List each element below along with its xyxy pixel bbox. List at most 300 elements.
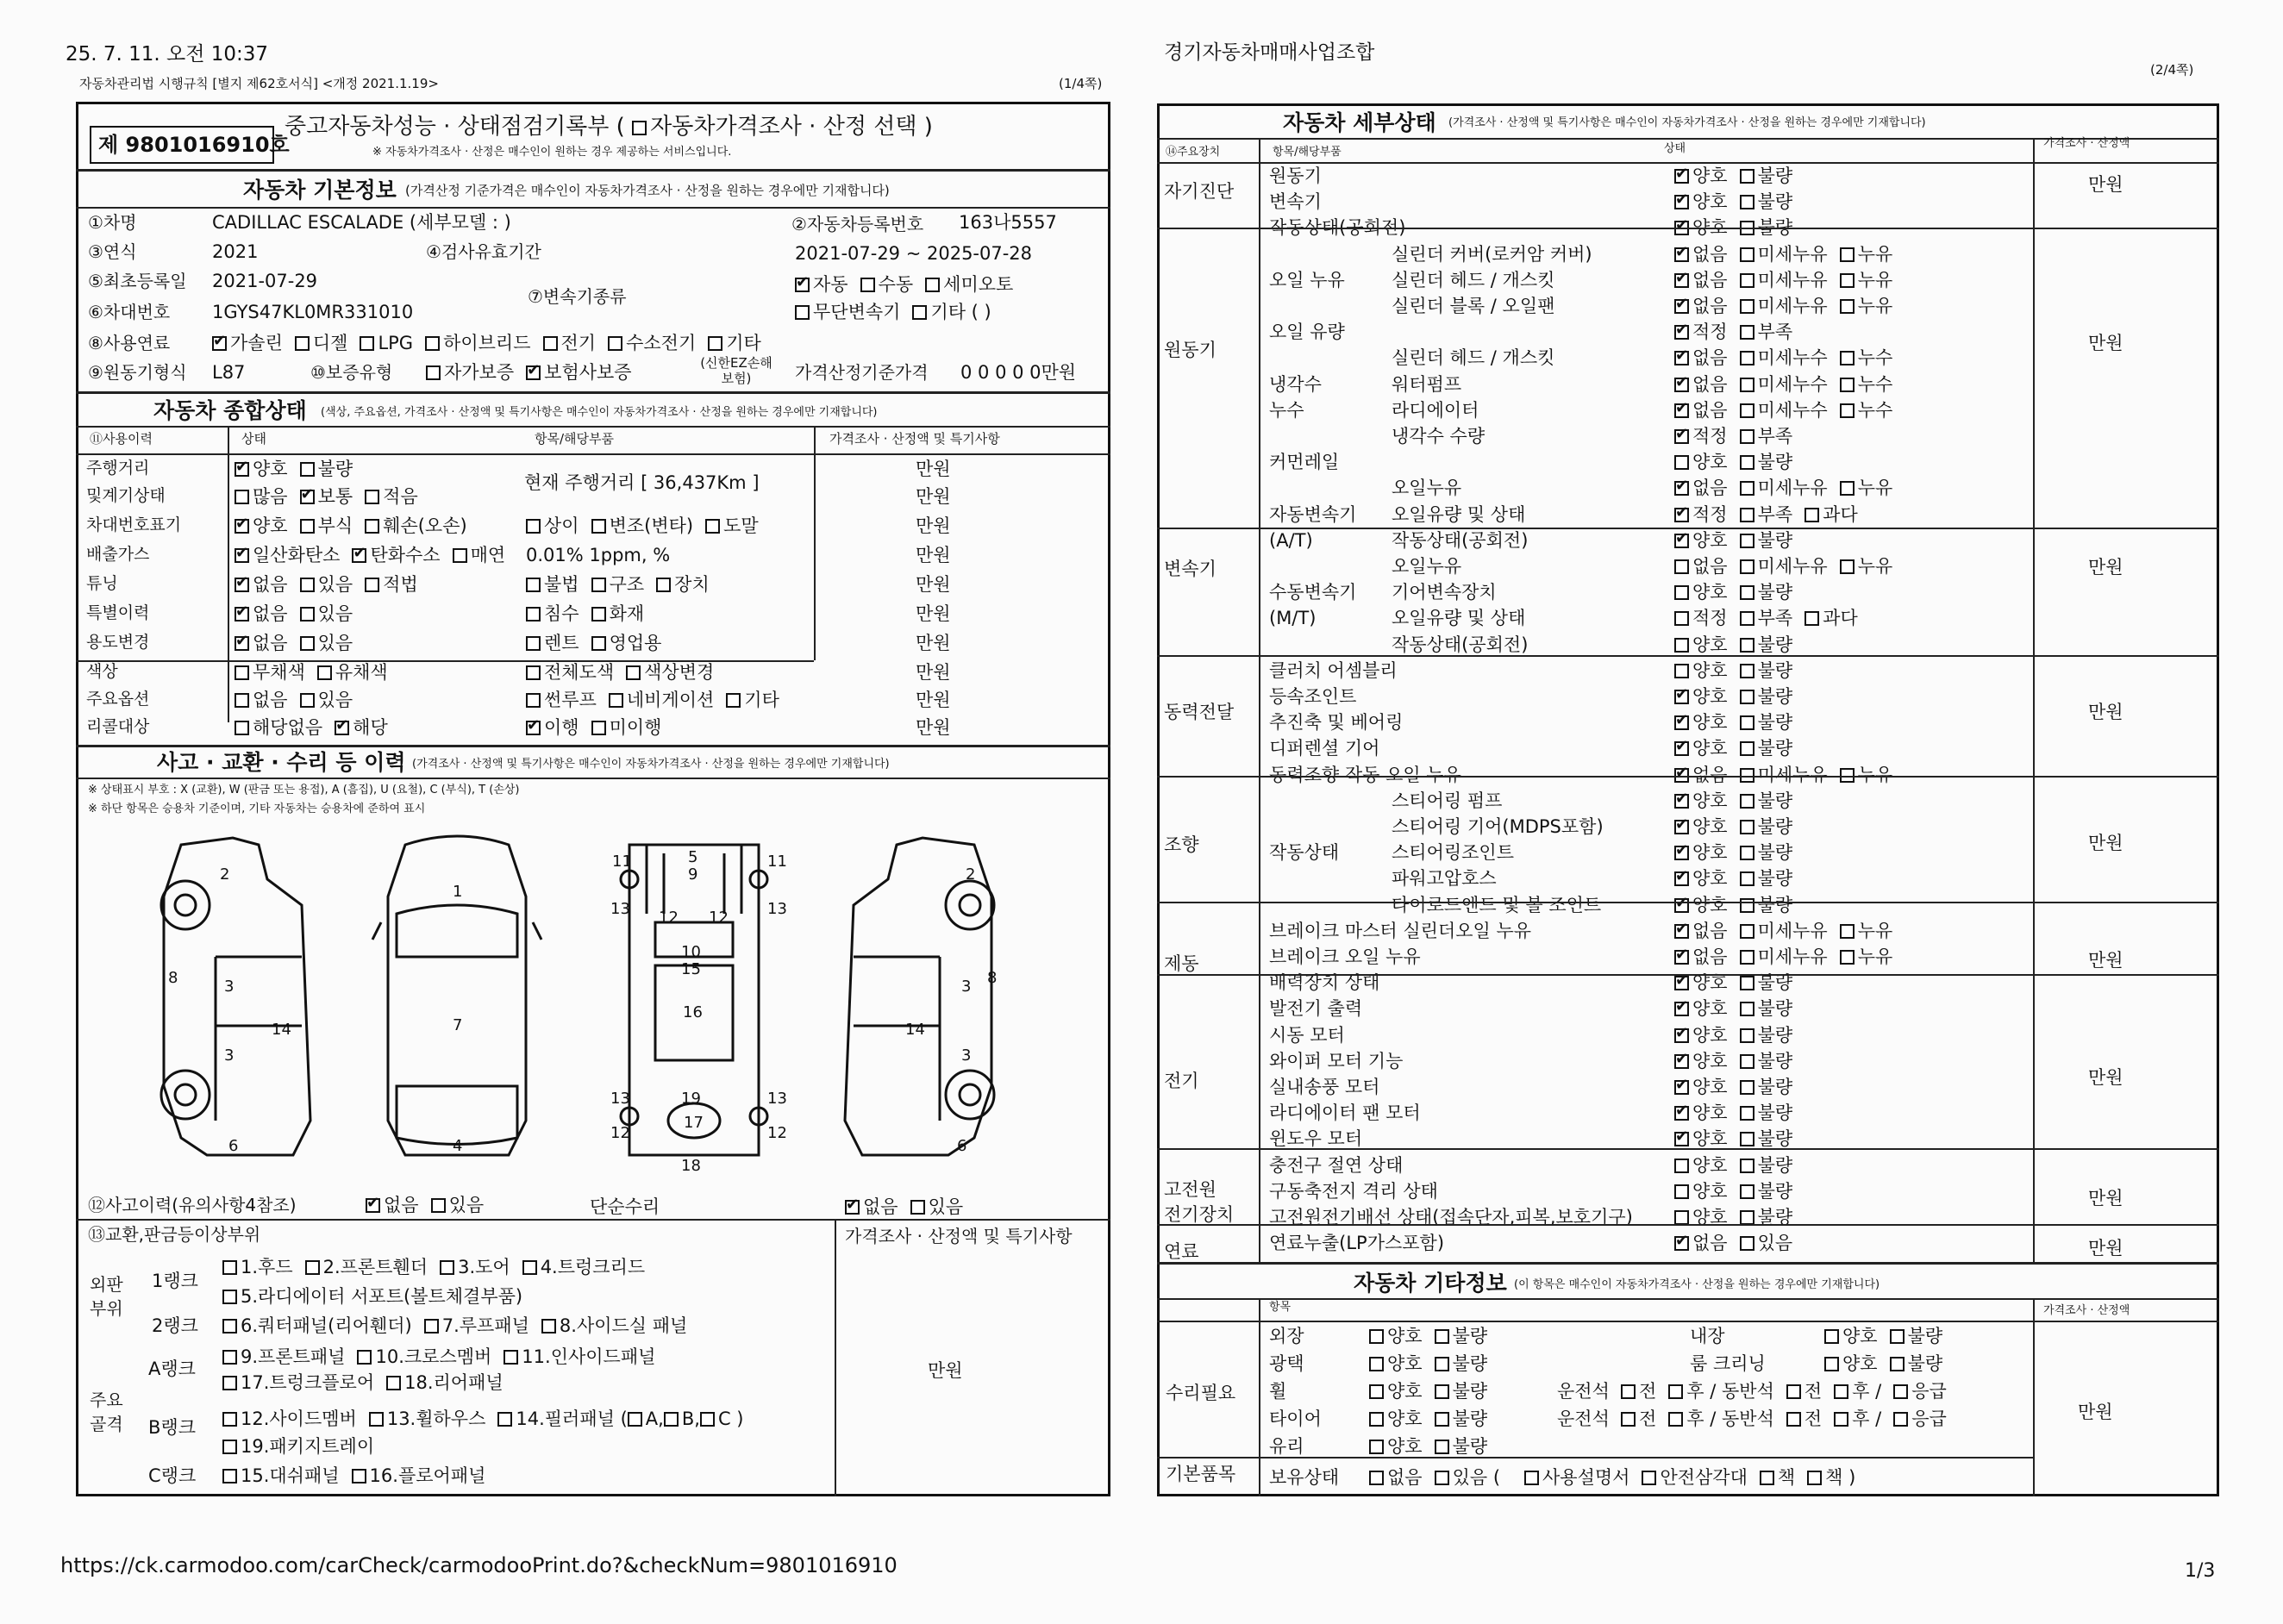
part-side-sill-checkbox[interactable]	[541, 1319, 556, 1334]
detail-6-0-checkbox[interactable]	[1674, 325, 1689, 340]
detail-39-0-checkbox[interactable]	[1674, 1184, 1689, 1199]
overall-5-3-checkbox[interactable]	[591, 607, 606, 621]
overall-2-3-checkbox[interactable]	[526, 519, 541, 534]
accident-none-checkbox[interactable]	[366, 1198, 380, 1213]
detail-36-0-checkbox[interactable]	[1674, 1106, 1689, 1121]
detail-21-0-checkbox[interactable]	[1674, 715, 1689, 730]
other-4-1-label: 불량	[1452, 1436, 1488, 1457]
detail-21-1-checkbox[interactable]	[1740, 715, 1754, 730]
detail-26-1-label: 불량	[1757, 842, 1793, 863]
detail-36-1-checkbox[interactable]	[1740, 1106, 1754, 1121]
overall-row-state	[235, 691, 365, 709]
detail-11-0-checkbox[interactable]	[1674, 455, 1689, 470]
other2-2-1-checkbox[interactable]	[1668, 1384, 1683, 1399]
overall-2-3-label: 상이	[544, 515, 579, 536]
detail-34-1-label: 불량	[1757, 1051, 1793, 1071]
simple-repair-yes-checkbox[interactable]	[910, 1200, 925, 1215]
detail-5-0-checkbox[interactable]	[1674, 299, 1689, 314]
price-check-checkbox[interactable]	[632, 121, 647, 135]
other2-3-0-checkbox[interactable]	[1621, 1412, 1636, 1427]
detail-12-2-checkbox[interactable]	[1840, 481, 1855, 496]
overall-7-1-checkbox[interactable]	[317, 665, 332, 680]
other2-0-1-checkbox[interactable]	[1890, 1329, 1905, 1344]
detail-19-0-checkbox[interactable]	[1674, 664, 1689, 678]
other-3-0-checkbox[interactable]	[1369, 1412, 1384, 1427]
overall-3-1-checkbox[interactable]	[352, 548, 366, 563]
other-4-1-checkbox[interactable]	[1435, 1440, 1449, 1454]
overall-4-0-label: 없음	[253, 574, 288, 595]
overall-0-1-checkbox[interactable]	[300, 462, 315, 477]
other-item-name: 외장	[1269, 1326, 1304, 1346]
detail-20-0-checkbox[interactable]	[1674, 690, 1689, 704]
overall-9-3-checkbox[interactable]	[591, 721, 606, 735]
detail-7-2-checkbox[interactable]	[1840, 351, 1855, 365]
detail-35-0-checkbox[interactable]	[1674, 1080, 1689, 1095]
overall-5-1-checkbox[interactable]	[300, 607, 315, 621]
detail-3-1-checkbox[interactable]	[1740, 247, 1754, 262]
detail-32-1-label: 불량	[1757, 998, 1793, 1019]
diag-label-10: 10	[681, 943, 701, 961]
detail-38-0-checkbox[interactable]	[1674, 1159, 1689, 1173]
detail-32-1-checkbox[interactable]	[1740, 1002, 1754, 1016]
fuel-lpg-checkbox[interactable]	[360, 336, 374, 351]
detail-4-1-checkbox[interactable]	[1740, 273, 1754, 288]
detail-4-0-label: 없음	[1692, 270, 1728, 290]
overall-9-2-checkbox[interactable]	[526, 721, 541, 735]
detail-6-1-checkbox[interactable]	[1740, 325, 1754, 340]
detail-5-1-checkbox[interactable]	[1740, 299, 1754, 314]
part-cross-member-checkbox[interactable]	[357, 1350, 372, 1365]
other-item-name-2: 내장	[1690, 1326, 1725, 1346]
overall-row-detail	[526, 605, 656, 623]
detail-9-0-checkbox[interactable]	[1674, 403, 1689, 418]
part-pillar-panel-checkbox[interactable]	[497, 1412, 512, 1427]
overall-8-3-checkbox[interactable]	[609, 693, 623, 708]
other-1-0-checkbox[interactable]	[1369, 1357, 1384, 1371]
detail-16-1-checkbox[interactable]	[1740, 585, 1754, 600]
detail-15-1-checkbox[interactable]	[1740, 559, 1754, 574]
detail-24-0-label: 양호	[1692, 790, 1728, 811]
detail-0-1-checkbox[interactable]	[1740, 169, 1754, 184]
other2-0-0-label: 양호	[1842, 1326, 1878, 1346]
detail-12-0-label: 없음	[1692, 478, 1728, 498]
detail-14-0-label: 양호	[1692, 530, 1728, 551]
overall-0-0-label: 양호	[253, 459, 288, 479]
other2-3-2-checkbox[interactable]	[1786, 1412, 1801, 1427]
part-front-panel-checkbox[interactable]	[222, 1350, 237, 1365]
detail-1-0-label: 양호	[1692, 191, 1728, 212]
reg-number-value: 163나5557	[959, 212, 1057, 233]
overall-row-state	[235, 547, 517, 565]
transmission-options-2: 무단변속기 기타 ( )	[795, 303, 1004, 322]
part-package-tray-checkbox[interactable]	[222, 1440, 237, 1454]
detail-item-state	[1674, 1130, 1805, 1148]
detail-13-2-checkbox[interactable]	[1805, 508, 1819, 522]
col-price-special: 가격조사 · 산정액 및 특기사항	[829, 431, 1000, 447]
detail-18-0-checkbox[interactable]	[1674, 638, 1689, 653]
trans-manual-checkbox[interactable]	[860, 278, 875, 292]
overall-5-0-checkbox[interactable]	[235, 607, 249, 621]
detail-3-0-checkbox[interactable]	[1674, 247, 1689, 262]
group-price-0: 만원	[2088, 174, 2124, 195]
overall-3-0-checkbox[interactable]	[235, 548, 249, 563]
detail-item-name: 등속조인트	[1269, 686, 1357, 707]
detail-item-state	[1674, 1027, 1805, 1045]
label-reg-number: ②자동차등록번호	[791, 214, 924, 234]
law-reference: 자동차관리법 시행규칙 [별지 제62호서식] <개정 2021.1.19>	[79, 76, 439, 91]
detail-41-1-checkbox[interactable]	[1740, 1236, 1754, 1251]
other-2-1-checkbox[interactable]	[1435, 1384, 1449, 1399]
detail-0-1-label: 불량	[1757, 166, 1793, 186]
detail-26-1-checkbox[interactable]	[1740, 846, 1754, 860]
detail-sub-item: 실린더 헤드 / 개스킷	[1392, 347, 1555, 368]
detail-11-0-label: 양호	[1692, 452, 1728, 472]
detail-12-0-checkbox[interactable]	[1674, 481, 1689, 496]
detail-20-1-checkbox[interactable]	[1740, 690, 1754, 704]
label-car-name: ①차명	[88, 212, 137, 233]
detail-6-1-label: 부족	[1757, 322, 1793, 342]
detail-14-0-checkbox[interactable]	[1674, 534, 1689, 548]
detail-26-0-checkbox[interactable]	[1674, 846, 1689, 860]
overall-7-2-label: 전체도색	[544, 662, 615, 683]
detail-25-0-checkbox[interactable]	[1674, 820, 1689, 834]
detail-17-2-checkbox[interactable]	[1805, 611, 1819, 626]
basic-info-note: (가격산정 기준가격은 매수인이 자동차가격조사 · 산정을 원하는 경우에만 기재합니다)	[405, 183, 890, 198]
detail-16-0-checkbox[interactable]	[1674, 585, 1689, 600]
overall-2-1-checkbox[interactable]	[300, 519, 315, 534]
overall-7-3-checkbox[interactable]	[626, 665, 641, 680]
detail-11-1-label: 불량	[1757, 452, 1793, 472]
overall-row-price: 만원	[916, 717, 951, 738]
detail-item-state	[1674, 479, 1905, 497]
fuel-diesel-checkbox[interactable]	[295, 336, 310, 351]
overall-4-0-checkbox[interactable]	[235, 578, 249, 592]
detail-40-1-label: 불량	[1757, 1207, 1793, 1227]
detail-14-1-checkbox[interactable]	[1740, 534, 1754, 548]
overall-2-4-label: 변조(변타)	[609, 515, 694, 536]
overall-row-state	[235, 576, 430, 594]
detail-22-1-checkbox[interactable]	[1740, 741, 1754, 756]
detail-40-1-checkbox[interactable]	[1740, 1210, 1754, 1225]
overall-4-3-label: 불법	[544, 574, 579, 595]
fuel-hybrid-checkbox[interactable]	[425, 336, 440, 351]
diag-label-5: 5	[688, 848, 698, 866]
detail-24-1-checkbox[interactable]	[1740, 794, 1754, 809]
detail-item-name: 동력조향 작동 오일 누유	[1269, 765, 1461, 785]
part-roof-panel-checkbox[interactable]	[424, 1319, 439, 1334]
part-door-checkbox[interactable]	[440, 1260, 454, 1275]
overall-row-price: 만원	[916, 574, 951, 595]
overall-row-price: 만원	[916, 690, 951, 710]
detail-29-1-label: 미세누유	[1757, 921, 1828, 941]
detail-sub-item: 스티어링 펌프	[1392, 790, 1503, 811]
legend-note: ※ 하단 항목은 승용차 기준이며, 기타 자동차는 승용차에 준하여 표시	[88, 803, 426, 815]
overall-7-0-checkbox[interactable]	[235, 665, 249, 680]
detail-8-2-checkbox[interactable]	[1840, 378, 1855, 392]
detail-item-state	[1674, 558, 1905, 576]
other-3-1-checkbox[interactable]	[1435, 1412, 1449, 1427]
detail-29-2-checkbox[interactable]	[1840, 924, 1855, 939]
overall-1-2-checkbox[interactable]	[365, 490, 379, 504]
detail-5-2-label: 누유	[1857, 296, 1893, 316]
fuel-other-checkbox[interactable]	[708, 336, 722, 351]
overall-2-4-checkbox[interactable]	[591, 519, 606, 534]
overall-row-detail	[526, 547, 670, 565]
detail-10-0-checkbox[interactable]	[1674, 429, 1689, 444]
overall-9-0-checkbox[interactable]	[235, 721, 249, 735]
detail-33-1-checkbox[interactable]	[1740, 1028, 1754, 1043]
trans-other-checkbox[interactable]	[912, 305, 927, 320]
overall-4-4-checkbox[interactable]	[591, 578, 606, 592]
detail-41-0-checkbox[interactable]	[1674, 1236, 1689, 1251]
overall-1-0-checkbox[interactable]	[235, 490, 249, 504]
diag-label-3rb: 3	[961, 1046, 972, 1065]
detail-sub-item: 스티어링 기어(MDPS포함)	[1392, 816, 1604, 837]
record-number: 제 9801016910호	[98, 133, 290, 157]
accident-yes-checkbox[interactable]	[431, 1198, 446, 1213]
detail-39-1-checkbox[interactable]	[1740, 1184, 1754, 1199]
detail-7-0-checkbox[interactable]	[1674, 351, 1689, 365]
pillar-b-checkbox[interactable]	[664, 1412, 679, 1427]
detail-32-0-checkbox[interactable]	[1674, 1002, 1689, 1016]
other2-2-4-checkbox[interactable]	[1893, 1384, 1908, 1399]
overall-4-5-label: 장치	[674, 574, 710, 595]
simple-repair-none-checkbox[interactable]	[845, 1200, 860, 1215]
part-inside-panel-checkbox[interactable]	[504, 1350, 518, 1365]
other2-5-0-checkbox[interactable]	[1524, 1471, 1539, 1485]
overall-5-2-checkbox[interactable]	[526, 607, 541, 621]
other2-1-1-checkbox[interactable]	[1890, 1357, 1905, 1371]
detail-3-2-checkbox[interactable]	[1840, 247, 1855, 262]
other2-0-0-checkbox[interactable]	[1824, 1329, 1839, 1344]
detail-1-0-checkbox[interactable]	[1674, 195, 1689, 209]
other2-3-3-checkbox[interactable]	[1834, 1412, 1848, 1427]
overall-1-1-checkbox[interactable]	[300, 490, 315, 504]
other2-2-0-label: 전	[1639, 1381, 1657, 1402]
detail-13-0-checkbox[interactable]	[1674, 508, 1689, 522]
part-side-member-checkbox[interactable]	[222, 1412, 237, 1427]
detail-17-0-label: 적정	[1692, 608, 1728, 628]
fuel-options: ✔ 가솔린 디젤 LPG 하이브리드 전기 수소전기 기타	[212, 334, 773, 353]
overall-6-2-checkbox[interactable]	[526, 636, 541, 651]
overall-0-0-checkbox[interactable]	[235, 462, 249, 477]
detail-37-1-checkbox[interactable]	[1740, 1132, 1754, 1146]
detail-35-1-checkbox[interactable]	[1740, 1080, 1754, 1095]
warranty-self-checkbox[interactable]	[426, 365, 441, 380]
other2-2-2-checkbox[interactable]	[1786, 1384, 1801, 1399]
detail-31-0-checkbox[interactable]	[1674, 976, 1689, 990]
other2-5-1-checkbox[interactable]	[1642, 1471, 1656, 1485]
detail-9-1-checkbox[interactable]	[1740, 403, 1754, 418]
detail-15-2-checkbox[interactable]	[1840, 559, 1855, 574]
detail-13-1-checkbox[interactable]	[1740, 508, 1754, 522]
part-front-fender-checkbox[interactable]	[305, 1260, 320, 1275]
part-dash-panel-checkbox[interactable]	[222, 1469, 237, 1483]
detail-14-1-label: 불량	[1757, 530, 1793, 551]
col-detail-state: 상태	[1664, 142, 1686, 155]
detail-28-0-checkbox[interactable]	[1674, 898, 1689, 913]
overall-1-1-label: 보통	[317, 486, 353, 507]
other-1-1-checkbox[interactable]	[1435, 1357, 1449, 1371]
detail-5-2-checkbox[interactable]	[1840, 299, 1855, 314]
other2-5-3-checkbox[interactable]	[1807, 1471, 1822, 1485]
detail-36-1-label: 불량	[1757, 1102, 1793, 1123]
overall-1-0-label: 많음	[253, 486, 288, 507]
other-0-1-checkbox[interactable]	[1435, 1329, 1449, 1344]
part-trunk-lid-checkbox[interactable]	[522, 1260, 537, 1275]
detail-30-2-checkbox[interactable]	[1840, 950, 1855, 965]
detail-12-1-checkbox[interactable]	[1740, 481, 1754, 496]
other-4-0-checkbox[interactable]	[1369, 1440, 1384, 1454]
detail-29-2-label: 누유	[1857, 921, 1893, 941]
detail-24-0-checkbox[interactable]	[1674, 794, 1689, 809]
overall-2-2-checkbox[interactable]	[365, 519, 379, 534]
trans-cvt-checkbox[interactable]	[795, 305, 810, 320]
detail-25-1-checkbox[interactable]	[1740, 820, 1754, 834]
overall-8-2-checkbox[interactable]	[526, 693, 541, 708]
overall-6-0-checkbox[interactable]	[235, 636, 249, 651]
pillar-a-checkbox[interactable]	[628, 1412, 642, 1427]
simple-repair-options: ✔ 없음 있음	[845, 1198, 975, 1216]
detail-1-1-checkbox[interactable]	[1740, 195, 1754, 209]
overall-7-2-checkbox[interactable]	[526, 665, 541, 680]
detail-7-1-checkbox[interactable]	[1740, 351, 1754, 365]
detail-18-1-checkbox[interactable]	[1740, 638, 1754, 653]
other-5-1-checkbox[interactable]	[1435, 1471, 1449, 1485]
diag-label-6r: 6	[957, 1137, 967, 1155]
detail-29-1-checkbox[interactable]	[1740, 924, 1754, 939]
detail-4-2-checkbox[interactable]	[1840, 273, 1855, 288]
other-item-state	[1369, 1355, 1499, 1373]
fuel-gasoline-checkbox[interactable]	[212, 336, 227, 351]
detail-0-0-checkbox[interactable]	[1674, 169, 1689, 184]
detail-37-0-checkbox[interactable]	[1674, 1132, 1689, 1146]
part-radiator-support-checkbox[interactable]	[222, 1290, 237, 1304]
part-trunk-floor-checkbox[interactable]	[222, 1376, 237, 1390]
overall-row-label: 색상	[86, 662, 118, 681]
other-2-0-checkbox[interactable]	[1369, 1384, 1384, 1399]
detail-sub-item: 냉각수 수량	[1392, 426, 1486, 447]
detail-item-state	[1674, 740, 1805, 758]
overall-8-1-checkbox[interactable]	[300, 693, 315, 708]
diag-label-19: 19	[681, 1090, 701, 1108]
part-rear-panel-checkbox[interactable]	[386, 1376, 401, 1390]
detail-4-0-checkbox[interactable]	[1674, 273, 1689, 288]
trans-semiauto-checkbox[interactable]	[925, 278, 940, 292]
detail-28-0-label: 양호	[1692, 895, 1728, 915]
other2-3-4-checkbox[interactable]	[1893, 1412, 1908, 1427]
detail-sub-item: 실린더 블록 / 오일팬	[1392, 296, 1555, 316]
detail-item-name: 원동기	[1269, 166, 1322, 186]
overall-6-3-checkbox[interactable]	[591, 636, 606, 651]
detail-22-0-checkbox[interactable]	[1674, 741, 1689, 756]
trans-auto-checkbox[interactable]	[795, 278, 810, 292]
fuel-electric-checkbox[interactable]	[543, 336, 558, 351]
detail-item-name: 고전원전기배선 상태(접속단자,피복,보호기구)	[1269, 1207, 1633, 1227]
other-3-0-label: 양호	[1387, 1409, 1423, 1429]
parts-row-2: 5.라디에이터 서포트(볼트체결부품)	[222, 1288, 535, 1306]
detail-17-0-checkbox[interactable]	[1674, 611, 1689, 626]
diag-label-7: 7	[453, 1016, 463, 1034]
detail-8-0-checkbox[interactable]	[1674, 378, 1689, 392]
other2-2-0-checkbox[interactable]	[1621, 1384, 1636, 1399]
overall-4-5-checkbox[interactable]	[656, 578, 671, 592]
detail-11-1-checkbox[interactable]	[1740, 455, 1754, 470]
detail-24-1-label: 불량	[1757, 790, 1793, 811]
other-0-1-label: 불량	[1452, 1326, 1488, 1346]
other2-2-3-checkbox[interactable]	[1834, 1384, 1848, 1399]
overall-2-0-checkbox[interactable]	[235, 519, 249, 534]
overall-2-5-checkbox[interactable]	[705, 519, 720, 534]
other2-3-1-checkbox[interactable]	[1668, 1412, 1683, 1427]
detail-27-1-checkbox[interactable]	[1740, 871, 1754, 886]
other-info-note: (이 항목은 매수인이 자동차가격조사 · 산정을 원하는 경우에만 기재합니다)	[1514, 1278, 1880, 1291]
detail-item-name: 커먼레일	[1269, 452, 1340, 472]
part-wheel-house-checkbox[interactable]	[369, 1412, 384, 1427]
main-frame-label: 주요 골격	[90, 1390, 123, 1434]
detail-34-0-checkbox[interactable]	[1674, 1054, 1689, 1069]
other2-5-2-checkbox[interactable]	[1760, 1471, 1774, 1485]
detail-38-1-checkbox[interactable]	[1740, 1159, 1754, 1173]
detail-31-1-checkbox[interactable]	[1740, 976, 1754, 990]
detail-sub-item: 작동상태(공회전)	[1392, 634, 1529, 655]
diag-label-13b: 13	[767, 900, 787, 918]
overall-row-price: 만원	[916, 515, 951, 536]
detail-29-0-checkbox[interactable]	[1674, 924, 1689, 939]
overall-4-3-checkbox[interactable]	[526, 578, 541, 592]
part-floor-panel-checkbox[interactable]	[352, 1469, 366, 1483]
part-quarter-panel-checkbox[interactable]	[222, 1319, 237, 1334]
detail-30-0-checkbox[interactable]	[1674, 950, 1689, 965]
other2-1-0-checkbox[interactable]	[1824, 1357, 1839, 1371]
detail-19-1-checkbox[interactable]	[1740, 664, 1754, 678]
warranty-insurer-checkbox[interactable]	[526, 365, 541, 380]
overall-6-1-checkbox[interactable]	[300, 636, 315, 651]
engine-type-value: L87	[212, 362, 246, 383]
overall-8-4-checkbox[interactable]	[726, 693, 741, 708]
overall-8-0-checkbox[interactable]	[235, 693, 249, 708]
overall-row-state	[235, 634, 365, 653]
other-1-1-label: 불량	[1452, 1353, 1488, 1374]
detail-17-1-checkbox[interactable]	[1740, 611, 1754, 626]
detail-34-1-checkbox[interactable]	[1740, 1054, 1754, 1069]
detail-27-0-checkbox[interactable]	[1674, 871, 1689, 886]
other-5-0-checkbox[interactable]	[1369, 1471, 1384, 1485]
detail-8-1-checkbox[interactable]	[1740, 378, 1754, 392]
overall-3-2-checkbox[interactable]	[453, 548, 467, 563]
overall-4-1-checkbox[interactable]	[300, 578, 315, 592]
detail-10-1-checkbox[interactable]	[1740, 429, 1754, 444]
detail-33-0-checkbox[interactable]	[1674, 1028, 1689, 1043]
overall-9-1-label: 해당	[353, 717, 388, 738]
footer-url[interactable]: https://ck.carmodoo.com/carCheck/carmodooPrint.do?&checkNum=9801016910	[60, 1553, 898, 1577]
detail-15-0-checkbox[interactable]	[1674, 559, 1689, 574]
overall-4-2-checkbox[interactable]	[365, 578, 379, 592]
overall-9-1-checkbox[interactable]	[335, 721, 349, 735]
part-hood-checkbox[interactable]	[222, 1260, 237, 1275]
diag-label-11a: 11	[612, 853, 632, 871]
other-0-0-checkbox[interactable]	[1369, 1329, 1384, 1344]
detail-40-0-checkbox[interactable]	[1674, 1210, 1689, 1225]
overall-9-3-label: 미이행	[609, 717, 662, 738]
detail-9-2-checkbox[interactable]	[1840, 403, 1855, 418]
vin-value: 1GYS47KL0MR331010	[212, 302, 414, 322]
detail-30-1-checkbox[interactable]	[1740, 950, 1754, 965]
other2-2-3-label: 후 /	[1852, 1381, 1882, 1402]
fuel-hydrogen-checkbox[interactable]	[608, 336, 622, 351]
pillar-c-checkbox[interactable]	[700, 1412, 715, 1427]
detail-28-1-checkbox[interactable]	[1740, 898, 1754, 913]
